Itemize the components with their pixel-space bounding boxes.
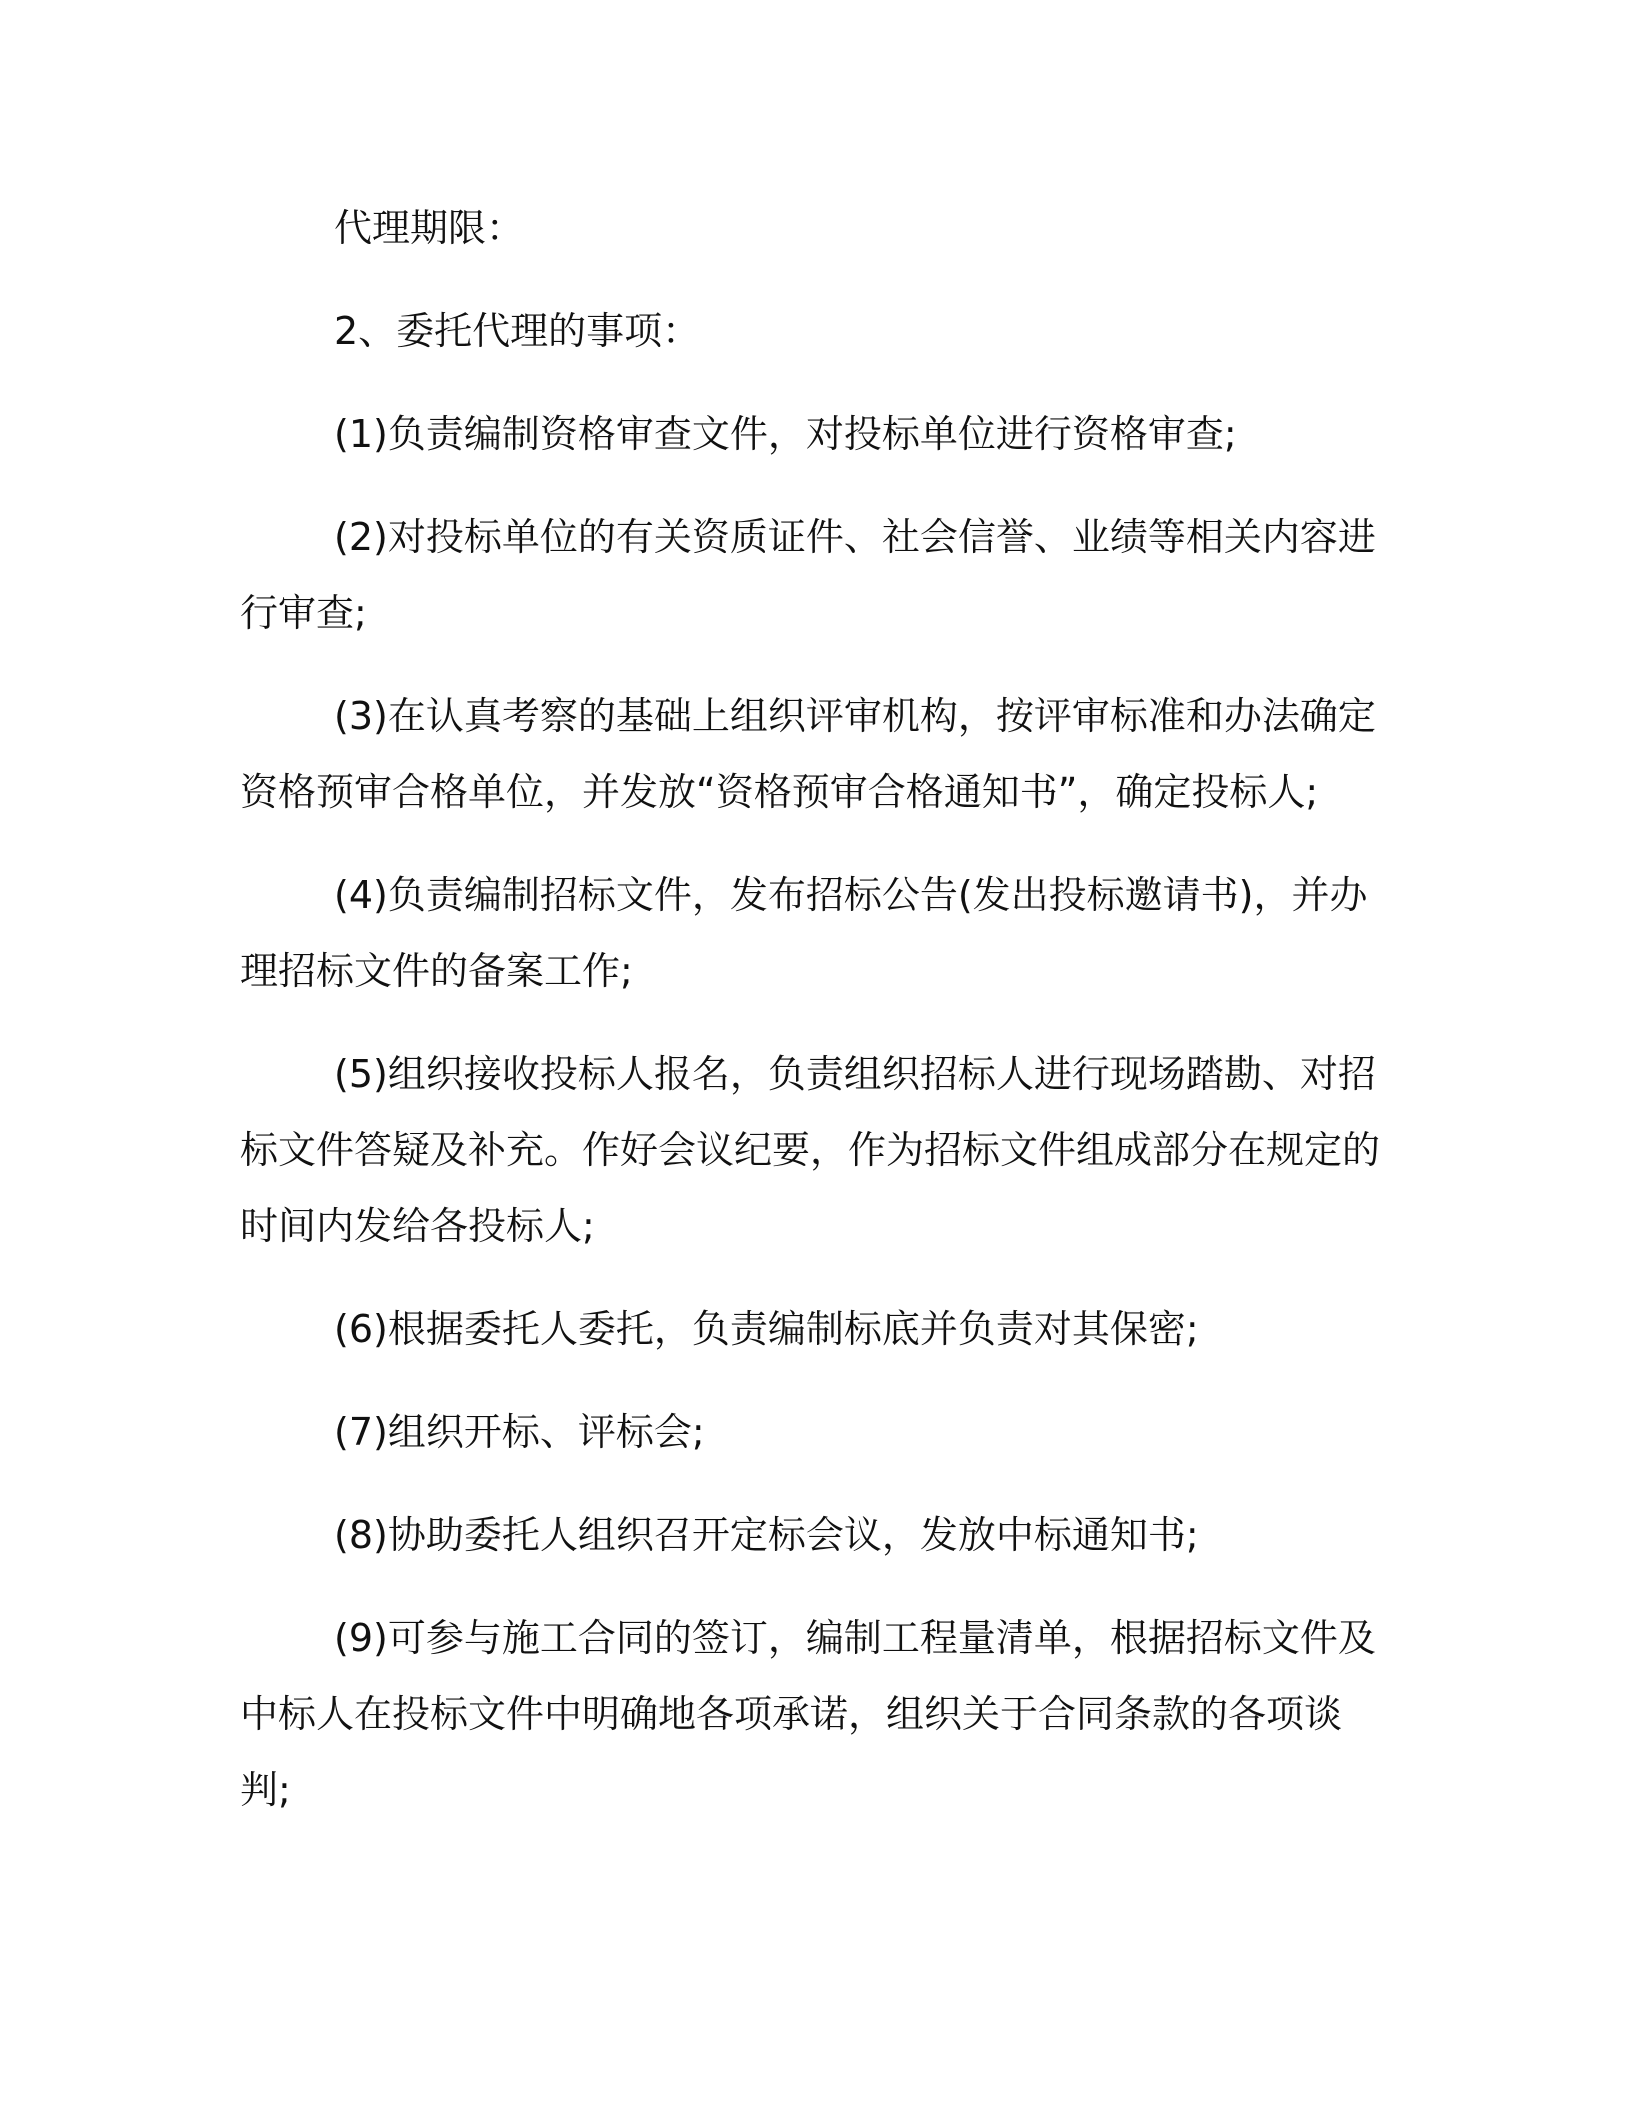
paragraph-item-8: (8)协助委托人组织召开定标会议，发放中标通知书; [334,1513,1199,1557]
paragraph-item-7: (7)组织开标、评标会; [334,1410,705,1454]
paragraph-item-5: (5)组织接收投标人报名，负责组织招标人进行现场踏勘、对招标文件答疑及补充。作好会议纪要，作为招标文件组成部分在规定的时间内发给各投标人; [240,1052,1381,1248]
paragraph-item-6: (6)根据委托人委托，负责编制标底并负责对其保密; [334,1307,1199,1351]
paragraph-entrusted-matters-heading: 2、委托代理的事项： [334,309,701,353]
paragraph-item-2: (2)对投标单位的有关资质证件、社会信誉、业绩等相关内容进行审查; [240,515,1376,635]
document-body [240,190,1390,1855]
paragraph-item-9: (9)可参与施工合同的签订，编制工程量清单，根据招标文件及中标人在投标文件中明确地各项承诺，组织关于合同条款的各项谈判; [240,1616,1376,1812]
paragraph-item-3: (3)在认真考察的基础上组织评审机构，按评审标准和办法确定资格预审合格单位，并发放“资格预审合格通知书”，确定投标人; [240,694,1376,814]
paragraph-agency-term: 代理期限： [334,206,525,250]
paragraph-item-4: (4)负责编制招标文件，发布招标公告(发出投标邀请书)，并办理招标文件的备案工作; [240,873,1368,993]
paragraph-item-1: (1)负责编制资格审查文件，对投标单位进行资格审查; [334,412,1237,456]
